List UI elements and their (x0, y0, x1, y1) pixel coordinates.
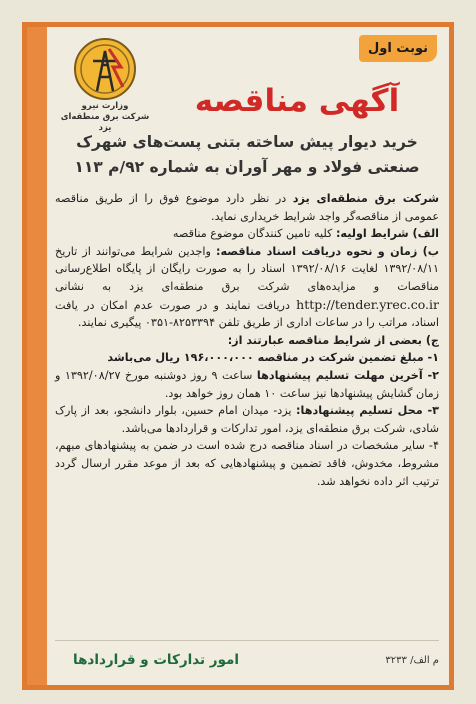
header (55, 33, 439, 133)
logo-ministry: وزارت نیرو (81, 101, 129, 111)
condition-item-2 (55, 367, 439, 402)
ad-content (47, 27, 449, 685)
footer-signature: امور تدارکات و قراردادها (73, 652, 240, 668)
item-2-label: ۲- آخرین مهلت تسلیم پیشنهادها (256, 368, 439, 382)
item-1-text: ۱۹۶،۰۰۰،۰۰۰ ریال می‌باشد (107, 351, 258, 365)
condition-item-4: ۴- سایر مشخصات در اسناد مناقصه درج شده است در ضمن به پیشنهادهای مبهم، مشروط، مخدوش، فاقد تضمین و پیشنهادهایی که بعد از موعد مقرر ارسال گردد ترتیب اثر داده نخواهد شد. (55, 439, 439, 488)
footer-code: م الف/ ۳۲۳۳ (385, 655, 439, 666)
ad-title: آگهی مناقصه (194, 83, 400, 119)
publication-badge: نوبت اول (359, 35, 437, 62)
company-name: شرکت برق منطقه‌ای یزد (292, 192, 440, 205)
intro-text: در نظر دارد موضوع فوق را از طریق مناقصه عمومی از مناقصه‌گر واجد شرایط خریداری نماید. (55, 192, 439, 223)
section-b-heading: ب) زمان و نحوه دریافت اسناد مناقصه: (216, 244, 439, 258)
tender-url-link[interactable]: http://tender.yrec.co.ir (296, 296, 439, 312)
item-2-text: ساعت ۹ روز دوشنبه مورخ ۱۳۹۲/۰۸/۲۷ و زمان گشایش پیشنهادها نیز ساعت ۱۰ همان روز خواهد بود. (55, 368, 439, 400)
company-logo (57, 37, 153, 134)
subject-line-2: صنعتی فولاد و مهر آوران به شماره ۹۲/م ۱۱۳ (74, 158, 420, 176)
condition-item-3 (55, 402, 439, 437)
logo-company: شرکت برق منطقه‌ای یزد (60, 112, 150, 133)
section-b (55, 243, 439, 332)
section-a (55, 225, 439, 243)
power-tower-logo-icon (73, 37, 137, 101)
condition-item-1 (55, 349, 439, 367)
item-3-label: ۳- محل تسلیم پیشنهادها: (296, 404, 439, 418)
item-3-text: یزد- میدان امام حسین، بلوار دانشجو، بعد از پارک شادی، شرکت برق منطقه‌ای یزد، امور تدارکات و قراردادها می‌باشد. (55, 404, 439, 435)
section-a-heading: الف) شرایط اولیه: (335, 227, 439, 241)
section-a-text: کلیه تامین کنندگان موضوع مناقصه (172, 227, 336, 241)
orange-side-stripe (27, 27, 47, 685)
item-1-label: ۱- مبلغ تضمین شرکت در مناقصه (257, 351, 439, 365)
section-b-text-1: واجدین شرایط می‌توانند از تاریخ ۱۳۹۲/۰۸/۱۱ لغایت ۱۳۹۲/۰۸/۱۶ اسناد را به صورت رایگان از پایگاه اطلاع‌رسانی مناقصات و مزایده‌های شرکت برق منطقه‌ای یزد به نشانی (55, 244, 439, 293)
subject-line-1: خرید دیوار پیش ساخته بتنی پست‌های شهرک (76, 133, 418, 151)
ad-footer (55, 640, 439, 677)
tender-subject (55, 130, 439, 180)
section-c-heading: ج) بعضی از شرایط مناقصه عبارتند از: (227, 333, 439, 347)
intro-paragraph (55, 190, 439, 225)
section-b-text-2: دریافت نمایند و در صورت عدم امکان در یافت اسناد، مراتب را در ساعات اداری از طریق تلفن ۸۲۵۳۳۹۴-۰۳۵۱ پیگیری نمایند. (55, 298, 439, 330)
ad-body (55, 190, 439, 490)
ad-frame (22, 22, 454, 690)
